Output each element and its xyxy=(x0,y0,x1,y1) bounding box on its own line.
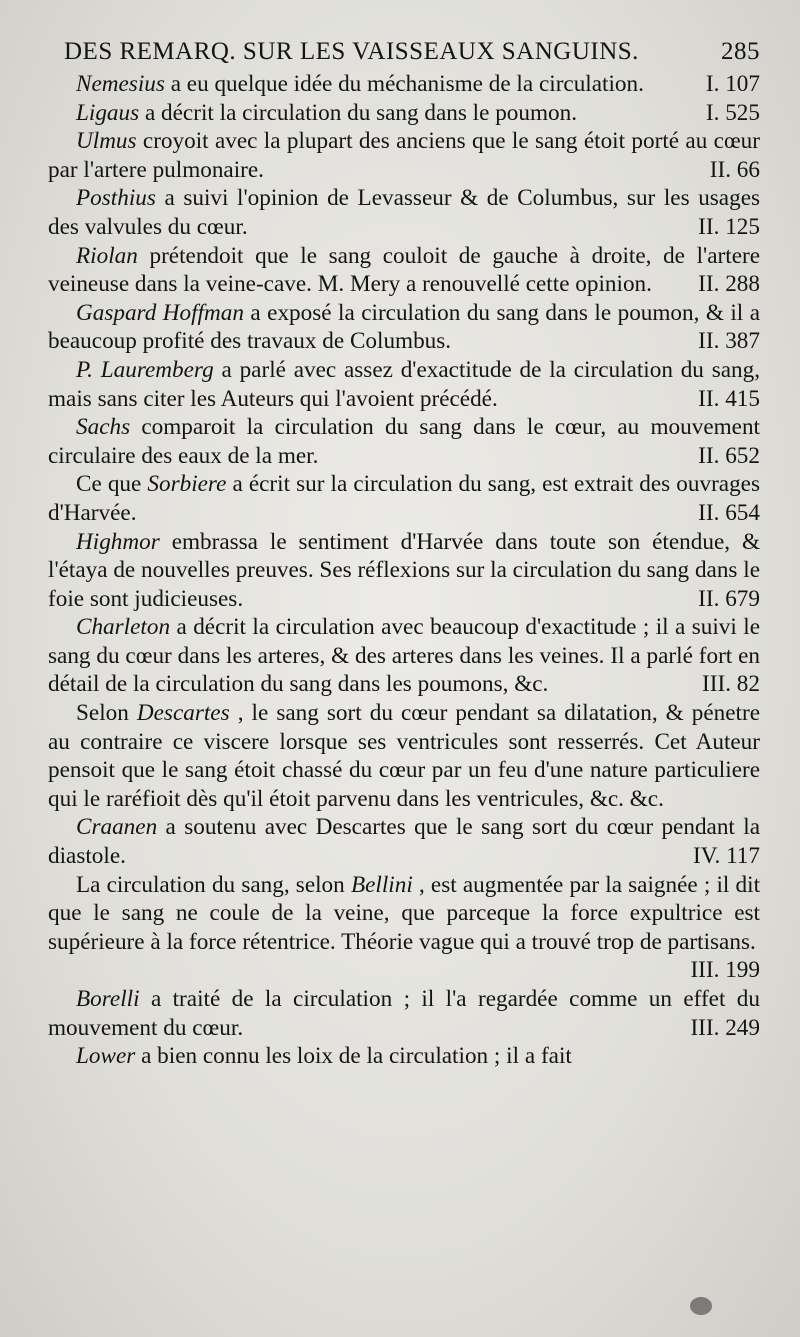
entry-paragraph xyxy=(48,871,760,985)
author-name: Bellini xyxy=(350,871,413,898)
entry-text: a eu quelque idée du méchanisme de la circulation. xyxy=(170,71,644,97)
author-name: Sachs xyxy=(76,414,131,441)
entry-paragraph xyxy=(48,70,760,99)
author-name: Highmor xyxy=(76,528,160,555)
entries-list xyxy=(48,70,760,1071)
author-name: Craanen xyxy=(76,814,158,841)
entry-text: a exposé la circulation du sang dans le poumon, & il a beaucoup profité des travaux de Columbus. xyxy=(48,299,760,355)
author-name: Lower xyxy=(76,1043,136,1070)
entry-text: a parlé avec assez d'exactitude de la circulation du sang, mais sans citer les Auteurs qui l'avoient précédé. xyxy=(48,356,760,412)
page-number: 285 xyxy=(721,38,760,65)
volume-reference: III. 199 xyxy=(690,957,760,984)
volume-reference: II. 415 xyxy=(698,385,760,412)
entry-paragraph xyxy=(48,613,760,699)
entry-text: a traité de la circulation ; il l'a regardée comme un effet du mouvement du cœur. xyxy=(48,986,760,1041)
entry-lead: Ce que xyxy=(76,471,142,498)
author-name: Sorbiere xyxy=(147,471,227,498)
entry-lead: La circulation du sang, selon xyxy=(76,871,345,898)
entry-text: a bien connu les loix de la circulation ; il a fait xyxy=(141,1043,572,1070)
entry-paragraph xyxy=(48,99,760,128)
author-name: Nemesius xyxy=(76,71,165,97)
entry-text: a soutenu avec Descartes que le sang sort du cœur pendant la diastole. xyxy=(48,814,760,870)
author-name: Charleton xyxy=(76,614,171,641)
entry-text: a suivi l'opinion de Levasseur & de Columbus, sur les usages des valvules du cœur. xyxy=(48,185,761,240)
volume-reference: II. 288 xyxy=(698,271,760,298)
volume-reference: II. 679 xyxy=(698,585,760,612)
entry-text: prétendoit que le sang couloit de gauche à droite, de l'artere veineuse dans la veine-cave. M. Mery a renouvellé cette opinion. xyxy=(48,242,760,298)
volume-reference: II. 652 xyxy=(698,442,760,469)
entry-paragraph xyxy=(48,299,760,356)
entry-paragraph xyxy=(48,127,760,184)
entry-paragraph xyxy=(48,528,760,614)
entry-text: a décrit la circulation du sang dans le poumon. xyxy=(144,99,578,126)
entry-text: , est augmentée par la saignée ; il dit que le sang ne coule de la veine, que parceque la force expultrice est supérieure à la force rétentrice. Théorie vague qui a trouvé trop de partisans. xyxy=(48,871,761,955)
entry-paragraph xyxy=(48,985,760,1042)
entry-paragraph xyxy=(48,356,760,413)
author-name: Riolan xyxy=(76,242,138,269)
volume-reference: II. 387 xyxy=(698,328,760,355)
entry-text: croyoit avec la plupart des anciens que le sang étoit porté au cœur par l'artere pulmonaire. xyxy=(48,128,760,183)
entry-paragraph xyxy=(48,1042,760,1071)
volume-reference: III. 249 xyxy=(690,1014,760,1041)
volume-reference: II. 654 xyxy=(698,499,760,526)
volume-reference: II. 125 xyxy=(698,213,760,240)
entry-text: a écrit sur la circulation du sang, est extrait des ouvrages d'Harvée. xyxy=(48,471,760,526)
entry-paragraph xyxy=(48,699,760,813)
volume-reference: IV. 117 xyxy=(693,843,760,870)
author-name: Descartes xyxy=(136,700,230,727)
entry-text: comparoit la circulation du sang dans le cœur, au mouvement circulaire des eaux de la mer. xyxy=(48,414,760,469)
entry-lead: Selon xyxy=(76,700,129,727)
author-name: Posthius xyxy=(76,185,156,212)
entry-text: embrassa le sentiment d'Harvée dans toute son étendue, & l'étaya de nouvelles preuves. Ses réflexions sur la circulation du sang dans le foie sont judicieuses. xyxy=(48,528,760,612)
author-name: Ulmus xyxy=(76,128,137,155)
entry-text: a décrit la circulation avec beaucoup d'exactitude ; il a suivi le sang du cœur dans les arteres, & des arteres dans les veines. Il a parlé fort en détail de la circulation du sang dans les poumons, &c. xyxy=(48,614,761,698)
running-header xyxy=(64,38,760,66)
author-name: Ligaus xyxy=(76,99,140,126)
volume-reference: I. 525 xyxy=(705,99,760,126)
page-title: DES REMARQ. SUR LES VAISSEAUX SANGUINS. xyxy=(64,38,639,65)
volume-reference: II. 66 xyxy=(709,156,760,183)
entry-paragraph xyxy=(48,813,760,870)
ink-stain xyxy=(690,1297,712,1315)
author-name: Borelli xyxy=(76,986,140,1012)
entry-paragraph xyxy=(48,470,760,527)
entry-paragraph xyxy=(48,242,760,299)
volume-reference: I. 107 xyxy=(705,71,760,97)
entry-paragraph xyxy=(48,184,760,241)
entry-paragraph xyxy=(48,413,760,470)
author-name: Gaspard Hoffman xyxy=(76,299,244,326)
entry-text: , le sang sort du cœur pendant sa dilatation, & pénetre au contraire ce viscere lorsque ses ventricules sont resserrés. Cet Auteur pensoit que le sang étoit chassé du cœur par un feu d'une nature particuliere qui le raréfioit dès qu'il étoit parvenu dans les ventricules, &c. &c. xyxy=(48,700,760,812)
volume-reference: III. 82 xyxy=(702,671,760,698)
author-name: P. Lauremberg xyxy=(76,356,214,383)
